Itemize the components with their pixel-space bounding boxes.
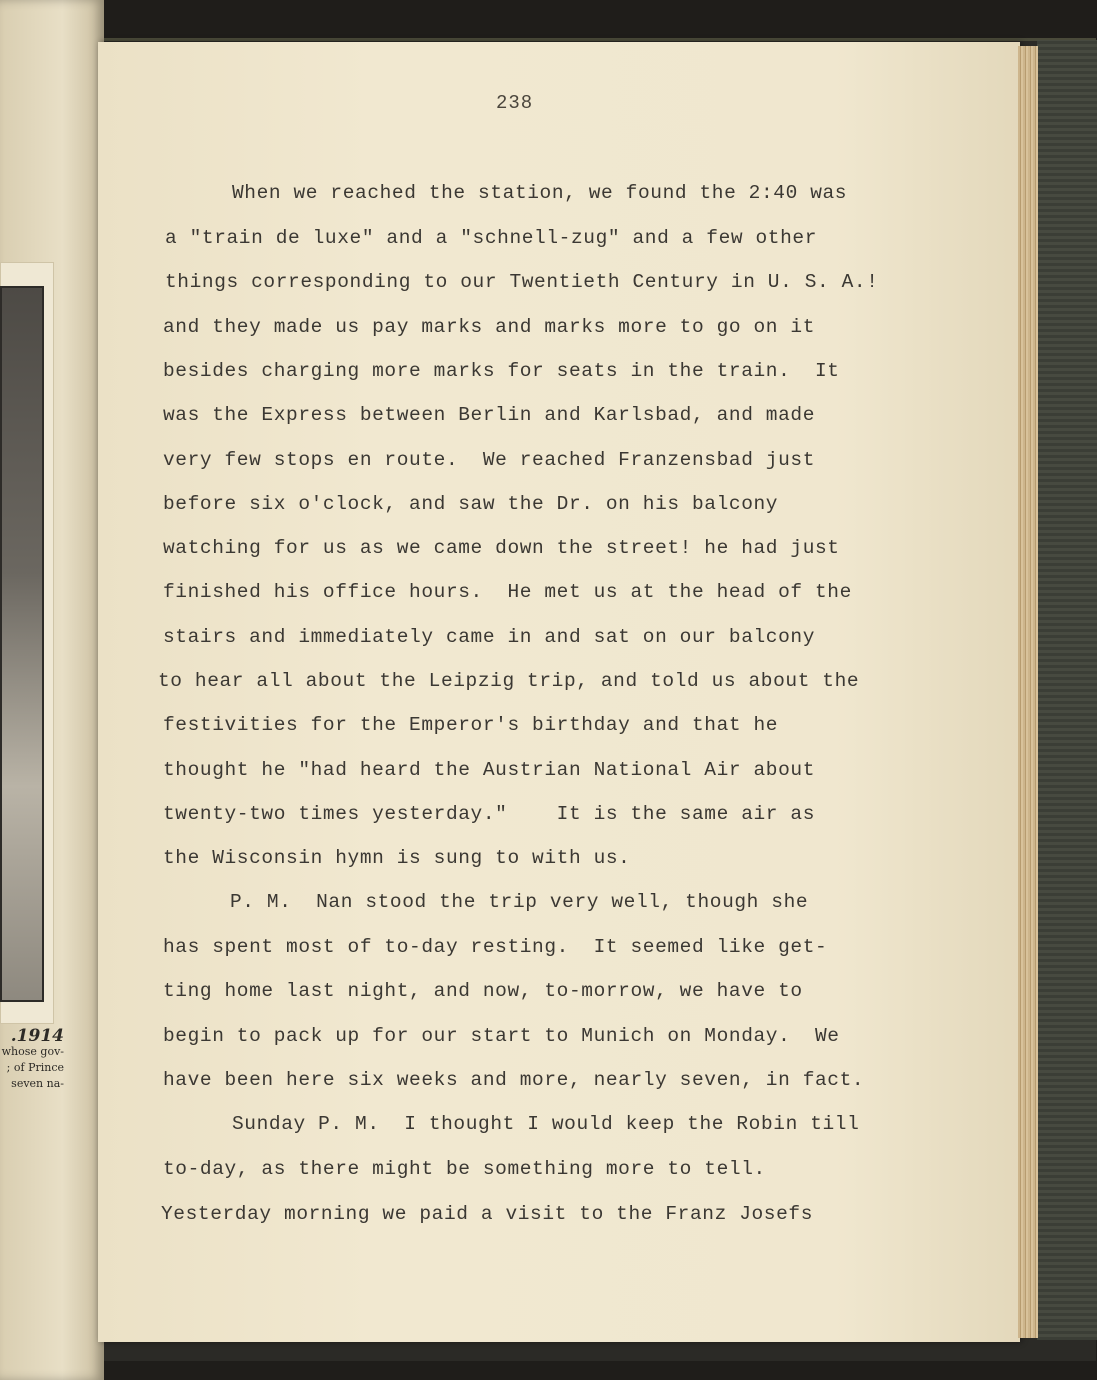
- text-line: has spent most of to-day resting. It seemed like get-: [163, 936, 828, 958]
- text-line: besides charging more marks for seats in the train. It: [163, 360, 840, 382]
- text-line: to-day, as there might be something more to tell.: [163, 1158, 766, 1180]
- text-line: things corresponding to our Twentieth Century in U. S. A.!: [165, 271, 879, 293]
- page-number: 238: [496, 92, 534, 114]
- caption-line: ; of Prince: [6, 1061, 64, 1074]
- text-line: festivities for the Emperor's birthday and that he: [163, 714, 779, 736]
- text-line: a "train de luxe" and a "schnell-zug" and a few other: [165, 227, 818, 249]
- portrait-photo: [0, 286, 44, 1002]
- text-line: was the Express between Berlin and Karlsbad, and made: [163, 404, 816, 426]
- text-line: before six o'clock, and saw the Dr. on his balcony: [163, 493, 779, 515]
- text-line: finished his office hours. He met us at the head of the: [163, 581, 852, 603]
- page-edges: [1018, 46, 1038, 1338]
- photo-caption: [0, 1028, 64, 1092]
- text-line: thought he "had heard the Austrian National Air about: [163, 759, 816, 781]
- text-line: Sunday P. M. I thought I would keep the Robin till: [232, 1113, 860, 1135]
- text-line: watching for us as we came down the street! he had just: [163, 537, 840, 559]
- caption-line: seven na-: [11, 1077, 64, 1090]
- book-cloth-binding: [1037, 40, 1097, 1340]
- text-line: P. M. Nan stood the trip very well, though she: [230, 891, 809, 913]
- text-line: twenty-two times yesterday." It is the same air as: [163, 803, 816, 825]
- text-line: very few stops en route. We reached Franzensbad just: [163, 449, 816, 471]
- text-line: When we reached the station, we found the 2:40 was: [232, 182, 848, 204]
- text-line: to hear all about the Leipzig trip, and told us about the: [158, 670, 860, 692]
- text-line: and they made us pay marks and marks more to go on it: [163, 316, 816, 338]
- text-line: begin to pack up for our start to Munich on Monday. We: [163, 1025, 840, 1047]
- text-line: the Wisconsin hymn is sung to with us.: [163, 847, 631, 869]
- left-page: [0, 0, 104, 1380]
- text-line: stairs and immediately came in and sat on our balcony: [163, 626, 816, 648]
- text-line: Yesterday morning we paid a visit to the Franz Josefs: [161, 1203, 814, 1225]
- text-line: have been here six weeks and more, nearly seven, in fact.: [163, 1069, 865, 1091]
- text-line: ting home last night, and now, to-morrow, we have to: [163, 980, 803, 1002]
- caption-line: whose gov-: [1, 1045, 64, 1058]
- caption-year: .1914: [10, 1026, 64, 1046]
